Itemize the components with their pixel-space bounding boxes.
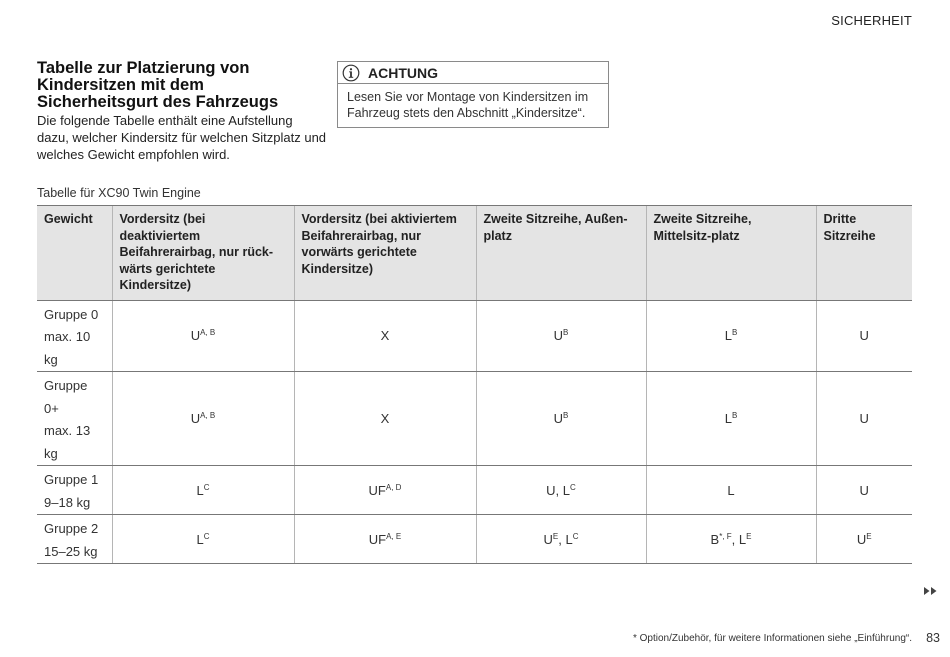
seat-code-note: C: [570, 482, 576, 492]
seat-code: L: [727, 482, 735, 498]
seat-code: U: [543, 531, 553, 547]
seat-code: X: [380, 328, 390, 344]
seat-code-note: B: [731, 411, 738, 420]
child-seat-placement-table: [37, 205, 912, 564]
seat-code: L: [724, 328, 732, 344]
seat-code-note: *, F: [719, 531, 732, 541]
seat-code-note: B: [563, 328, 569, 338]
seat-code: U: [856, 531, 867, 547]
seat-code-cell: [476, 372, 646, 466]
seat-code-cell: [646, 515, 816, 564]
seat-code: L: [562, 482, 571, 498]
intro-paragraph: Die folgende Tabelle enthält eine Aufstellung dazu, welcher Kindersitz für welchen Sitzplatz und welches Gewicht empfohlen wird.: [37, 113, 327, 162]
seat-code-cell: [294, 515, 476, 564]
seat-code: U: [859, 328, 869, 344]
warning-text: Lesen Sie vor Montage von Kindersitzen im Fahrzeug stets den Abschnitt „Kindersitze“.: [347, 90, 589, 120]
seat-code-cell: [294, 466, 476, 515]
weight-group: Gruppe 0: [44, 306, 99, 322]
table-body: [37, 300, 912, 564]
page-number: 83: [926, 631, 940, 645]
seat-code-note: A, B: [200, 328, 216, 338]
seat-code: U: [859, 411, 869, 426]
warning-title-bar: [338, 62, 608, 84]
weight-range: 15–25 kg: [44, 543, 98, 559]
seat-code-cell: [646, 372, 816, 466]
seat-code-cell: [476, 300, 646, 372]
weight-cell: [37, 300, 112, 372]
seat-code: U: [190, 411, 201, 426]
weight-range: 9–18 kg: [44, 494, 91, 510]
column-header: Vordersitz (bei deaktiviertem Beifahrerairbag, nur rück-wärts gerichtete Kindersitze): [112, 206, 294, 301]
weight-cell: [37, 515, 112, 564]
seat-code: B: [710, 531, 720, 547]
weight-range: max. 13 kg: [44, 423, 91, 461]
warning-label: ACHTUNG: [368, 64, 438, 81]
seat-code-note: E: [866, 531, 872, 541]
seat-code-note: C: [572, 531, 579, 541]
column-header: Gewicht: [37, 206, 112, 301]
table-header: [37, 206, 912, 301]
column-header: Zweite Sitzreihe, Außen-platz: [476, 206, 646, 301]
weight-range: max. 10 kg: [44, 329, 91, 367]
seat-code-note: A, D: [385, 482, 402, 492]
table-row: [37, 300, 912, 372]
weight-group: Gruppe 0+: [44, 378, 88, 416]
warning-box: [337, 61, 609, 128]
seat-code: U: [859, 482, 869, 498]
seat-code-cell: [294, 300, 476, 372]
seat-code-cell: [816, 372, 912, 466]
seat-code-note: E: [746, 531, 752, 541]
weight-cell: [37, 372, 112, 466]
seat-code-note: B: [731, 328, 738, 338]
seat-code-note: C: [203, 531, 210, 541]
seat-code-cell: [476, 515, 646, 564]
seat-code: U: [553, 328, 564, 344]
seat-code: , L: [558, 531, 573, 547]
table-row: [37, 466, 912, 515]
seat-code: U: [190, 328, 201, 344]
seat-code-cell: [816, 515, 912, 564]
table-caption: Tabelle für XC90 Twin Engine: [37, 186, 201, 200]
info-circle-icon: [342, 64, 360, 82]
seat-code-note: B: [563, 411, 569, 420]
seat-code-cell: [112, 466, 294, 515]
seat-code-note: A, B: [200, 411, 216, 420]
seat-code: L: [196, 531, 204, 547]
seat-code: X: [380, 411, 390, 426]
seat-code-cell: [646, 466, 816, 515]
double-chevron-right-icon[interactable]: [924, 586, 938, 596]
column-header: Zweite Sitzreihe, Mittelsitz-platz: [646, 206, 816, 301]
weight-cell: [37, 466, 112, 515]
column-header: Dritte Sitzreihe: [816, 206, 912, 301]
section-header: SICHERHEIT: [831, 13, 912, 28]
seat-code-note: E: [552, 531, 559, 541]
seat-code-cell: [112, 372, 294, 466]
table-row: [37, 515, 912, 564]
seat-code: L: [724, 411, 732, 426]
seat-code-cell: [816, 466, 912, 515]
seat-code-cell: [816, 300, 912, 372]
seat-code-cell: [646, 300, 816, 372]
seat-code-note: C: [203, 482, 210, 492]
seat-code: , L: [731, 531, 747, 547]
seat-code-cell: [112, 300, 294, 372]
footnote: * Option/Zubehör, für weitere Informationen siehe „Einführung“.: [632, 633, 912, 644]
seat-code-note: A, E: [386, 531, 402, 541]
section-title: Tabelle zur Platzierung von Kindersitzen mit dem Sicherheitsgurt des Fahrzeugs: [37, 59, 279, 111]
seat-code: L: [196, 482, 204, 498]
seat-code-cell: [294, 372, 476, 466]
seat-code-cell: [112, 515, 294, 564]
seat-code: U,: [546, 482, 563, 498]
weight-group: Gruppe 2: [44, 521, 99, 536]
seat-code-cell: [476, 466, 646, 515]
weight-group: Gruppe 1: [44, 472, 99, 487]
table-row: [37, 372, 912, 466]
seat-code: UF: [368, 482, 386, 498]
seat-code: UF: [368, 531, 387, 547]
seat-code: U: [553, 411, 564, 426]
column-header: Vordersitz (bei aktiviertem Beifahrerairbag, nur vorwärts gerichtete Kindersitze): [294, 206, 476, 301]
